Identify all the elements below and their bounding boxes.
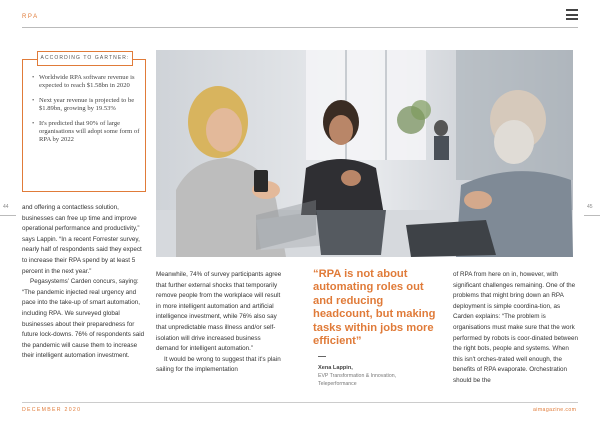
pull-quote: “RPA is not about automating roles out and reducing headcount, but making tasks within jobs more efficient” bbox=[313, 268, 436, 348]
attribution-company: Teleperformance bbox=[318, 381, 357, 387]
callout-item: • Worldwide RPA software revenue is expected to reach $1.58bn in 2020 bbox=[32, 74, 142, 91]
header-divider bbox=[22, 27, 578, 28]
callout-list bbox=[32, 74, 142, 151]
paragraph: of RPA from here on in, however, with significant challenges remaining. One of the problems that might bring down an RPA deployment is simple coordina-tion, as Carden explains: “The problem is organisations must make sure that the work performed by robots is coor-dinated between the right bots, people and systems. When this isn't orches-trated well enough, the benefits of RPA evaporate. Orchestration should be the bbox=[453, 271, 578, 384]
site-link[interactable]: aimagazine.com bbox=[533, 407, 577, 413]
attribution-name: Xena Lappin, bbox=[318, 365, 353, 371]
office-photo bbox=[156, 50, 573, 257]
quote-attribution bbox=[318, 364, 448, 388]
paragraph: Pegasystems' Carden concurs, saying: “The pandemic injected real urgency and pace into the take-up of smart automation, including RPA. We surveyed global businesses about their preparedness for future lock-downs. 76% of respondents said the pandemic will cause them to increase their intelligent automation investment. bbox=[22, 278, 145, 360]
menu-icon[interactable] bbox=[566, 9, 578, 20]
section-label: RPA bbox=[22, 14, 39, 20]
edge-divider-left bbox=[0, 215, 16, 216]
article-column-4 bbox=[453, 270, 578, 387]
paragraph: and offering a contactless solution, businesses can free up time and improve operational performance and productivity,” says Lappin. “In a recent Forrester survey, nearly half of respondents said they expect to increase their RPA spend by at least 5 percent in the next year.” bbox=[22, 204, 142, 275]
callout-title: ACCORDING TO GARTNER: bbox=[37, 51, 133, 66]
article-column-1 bbox=[22, 203, 146, 362]
issue-date: DECEMBER 2020 bbox=[22, 407, 82, 413]
page-number-right: 45 bbox=[587, 204, 593, 210]
paragraph: It would be wrong to suggest that it's plain sailing for the implementation bbox=[156, 355, 281, 374]
footer-divider bbox=[22, 402, 578, 403]
attribution-role: EVP Transformation & Innovation, bbox=[318, 373, 397, 379]
article-column-2 bbox=[156, 270, 284, 376]
edge-divider-right bbox=[584, 215, 600, 216]
callout-item: • Next year revenue is projected to be $1.89bn, growing by 19.53% bbox=[32, 97, 142, 114]
page-number-left: 44 bbox=[3, 204, 9, 210]
paragraph: Meanwhile, 74% of survey participants agree that further external shocks that temporarily remove people from the workplace will result in more intelligent automation and artificial intelligence investment, while 76% also say that unpredictable mass illness and/or self-isolation will drive increased business demand for intelligent automation.” bbox=[156, 271, 282, 353]
callout-item: • It's predicted that 90% of large organisations will adopt some form of RPA by 2022 bbox=[32, 120, 142, 145]
gartner-callout bbox=[22, 55, 146, 192]
quote-divider bbox=[318, 356, 326, 357]
